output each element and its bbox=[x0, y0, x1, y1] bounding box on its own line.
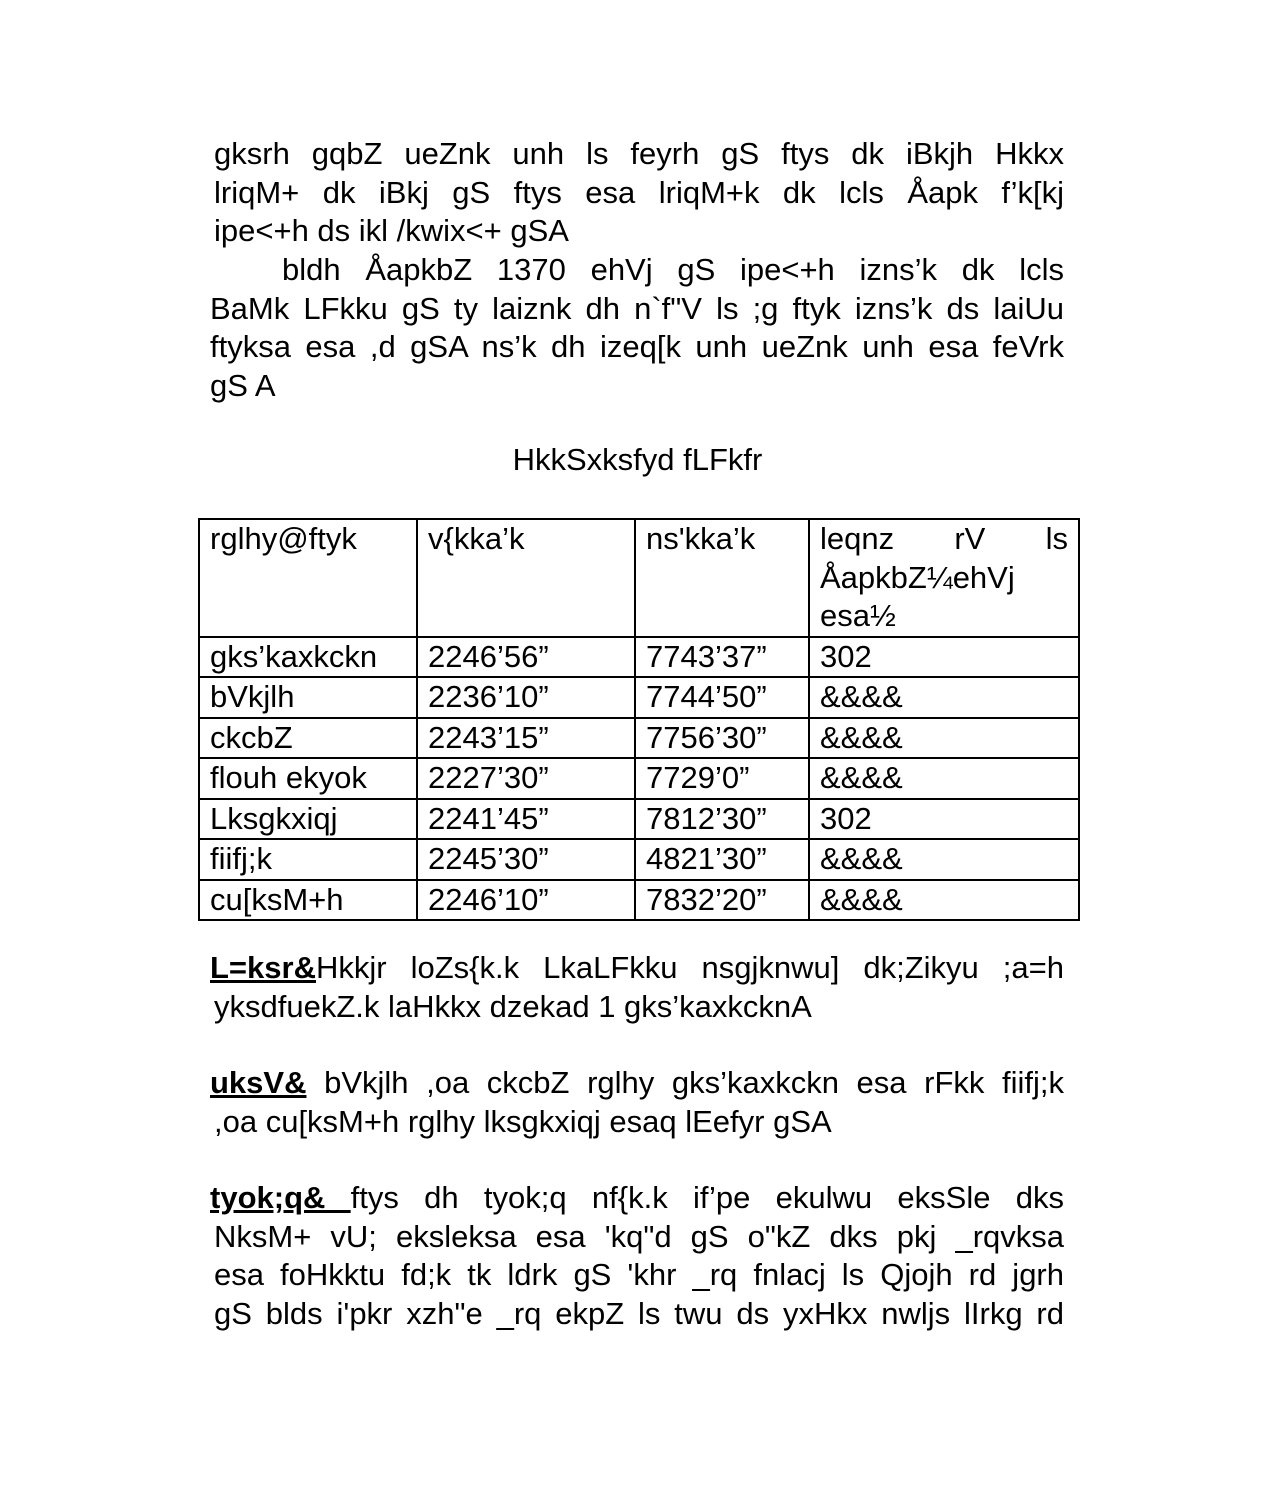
text-line: lriqM+ dk iBkj gS ftys esa lriqM+k dk lcls Åapk f’k[kj bbox=[214, 174, 1064, 210]
table-cell: &&&& bbox=[809, 839, 1079, 880]
table-cell: 2227’30” bbox=[417, 758, 635, 799]
table-title: HkkSxksfyd fLFkfr bbox=[512, 442, 763, 477]
table-cell: 4821’30” bbox=[635, 839, 809, 880]
text-line: NksM+ vU; eksleksa esa 'kq"d gS o"kZ dks pkj _rqvksa bbox=[214, 1218, 1064, 1254]
text-line: ,oa cu[ksM+h rglhy lksgkxiqj esaq lEefyr gSA bbox=[214, 1103, 832, 1139]
table-cell: 7729’0” bbox=[635, 758, 809, 799]
text-line: gS A bbox=[210, 367, 276, 403]
header-cell-altitude bbox=[809, 519, 1079, 637]
table-cell: 2245’30” bbox=[417, 839, 635, 880]
table-row bbox=[199, 880, 1079, 921]
text-line: ipe<+h ds ikl /kwix<+ gSA bbox=[214, 213, 569, 248]
table-row bbox=[199, 637, 1079, 678]
text-line: ftyksa esa ,d gSA ns’k dh izeq[k unh ueZnk unh esa feVrk bbox=[210, 329, 1064, 364]
header-line: esa½ bbox=[820, 598, 896, 633]
table-cell: 2246’10” bbox=[417, 880, 635, 921]
table-cell: Lksgkxiqj bbox=[199, 799, 417, 840]
text-line bbox=[210, 949, 1064, 988]
text-line: gksrh gqbZ ueZnk unh ls feyrh gS ftys dk iBkjh Hkkx bbox=[214, 136, 1064, 171]
text-line bbox=[210, 1064, 1064, 1103]
header-cell-tehsil: rglhy@ftyk bbox=[199, 519, 417, 637]
table-cell: 2241’45” bbox=[417, 799, 635, 840]
table-cell: 302 bbox=[809, 799, 1079, 840]
table-row bbox=[199, 799, 1079, 840]
text-line: bldh ÅapkbZ 1370 ehVj gS ipe<+h izns’k dk lcls bbox=[282, 252, 1064, 287]
table-cell: fiifj;k bbox=[199, 839, 417, 880]
header-line: ÅapkbZ¼ehVj bbox=[820, 559, 1015, 595]
table-cell: gks’kaxkckn bbox=[199, 637, 417, 678]
source-text: Hkkjr loZs{k.k LkaLFkku nsgjknwu] dk;Zikyu ;a=h bbox=[315, 950, 1064, 985]
table-cell: &&&& bbox=[809, 677, 1079, 718]
remark-label: uksV& bbox=[210, 1065, 307, 1100]
table-row bbox=[199, 758, 1079, 799]
table-row bbox=[199, 839, 1079, 880]
table-header-row bbox=[199, 519, 1079, 637]
text-line: yksdfuekZ.k laHkkx dzekad 1 gks’kaxkcknA bbox=[214, 988, 812, 1024]
climate-paragraph bbox=[210, 1179, 1064, 1333]
header-cell-latitude: v{kka’k bbox=[417, 519, 635, 637]
header-cell-longitude: ns'kka’k bbox=[635, 519, 809, 637]
table-cell: 2246’56” bbox=[417, 637, 635, 678]
geography-table bbox=[198, 518, 1080, 921]
table-cell: bVkjlh bbox=[199, 677, 417, 718]
table-cell: &&&& bbox=[809, 758, 1079, 799]
source-note bbox=[210, 949, 1064, 1026]
remark-text: bVkjlh ,oa ckcbZ rglhy gks’kaxkckn esa rFkk fiifj;k bbox=[306, 1065, 1064, 1100]
table-cell: &&&& bbox=[809, 880, 1079, 921]
table-cell: 7832’20” bbox=[635, 880, 809, 921]
intro-paragraph-1 bbox=[214, 135, 1064, 251]
table-cell: 2243’15” bbox=[417, 718, 635, 759]
table-row bbox=[199, 718, 1079, 759]
text-line bbox=[210, 1179, 1064, 1218]
table-cell: 7744’50” bbox=[635, 677, 809, 718]
table-cell: ckcbZ bbox=[199, 718, 417, 759]
table-cell: 7743’37” bbox=[635, 637, 809, 678]
table-cell: 302 bbox=[809, 637, 1079, 678]
table-cell: 2236’10” bbox=[417, 677, 635, 718]
table-row bbox=[199, 677, 1079, 718]
text-line: esa foHkktu fd;k tk ldrk gS 'khr _rq fnlacj ls Qjojh rd jgrh bbox=[214, 1257, 1064, 1292]
remark-note bbox=[210, 1064, 1064, 1141]
climate-text: ftys dh tyok;q nf{k.k if’pe ekulwu eksSle dks bbox=[350, 1180, 1064, 1215]
table-cell: &&&& bbox=[809, 718, 1079, 759]
text-line: gS blds i'pkr xzh"e _rq ekpZ ls twu ds yxHkx nwljs lIrkg rd bbox=[214, 1295, 1064, 1331]
source-label: L=ksr& bbox=[210, 950, 316, 985]
table-cell: flouh ekyok bbox=[199, 758, 417, 799]
table-cell: cu[ksM+h bbox=[199, 880, 417, 921]
climate-label: tyok;q& bbox=[210, 1180, 351, 1215]
table-cell: 7812’30” bbox=[635, 799, 809, 840]
header-line: leqnz rV ls bbox=[820, 521, 1068, 556]
table-cell: 7756’30” bbox=[635, 718, 809, 759]
intro-paragraph-2 bbox=[210, 251, 1064, 405]
text-line: BaMk LFkku gS ty laiznk dh n`f"V ls ;g ftyk izns’k ds laiUu bbox=[210, 290, 1064, 326]
